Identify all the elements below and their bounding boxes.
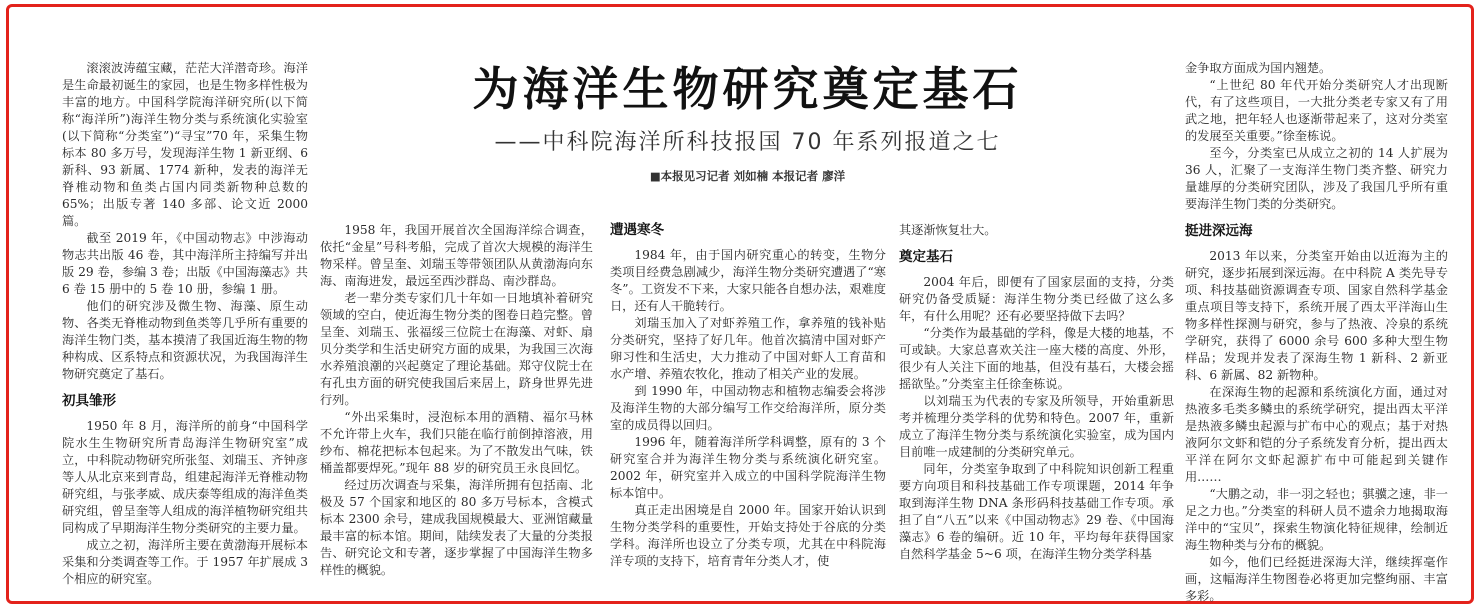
paragraph: 以刘瑞玉为代表的专家及所领导，开始重新思考并梳理分类学科的优势和特色。2007 年，重新成立了海洋生物分类与系统演化实验室，成为国内目前唯一成建制的分类研究单元。 xyxy=(899,394,1174,459)
section-heading: 遭遇寒冬 xyxy=(610,222,664,238)
article-column-3 xyxy=(610,222,886,570)
paragraph: 1996 年，随着海洋所学科调整，原有的 3 个研究室合并为海洋生物分类与系统演化研究室。2002 年，研究室并入成立的中国科学院海洋生物标本馆中。 xyxy=(610,435,886,500)
paragraph: “外出采集时，浸泡标本用的酒精、福尔马林不允许带上火车，我们只能在临行前倒掉溶液，用纱布、棉花把标本包起来。为了不散发出气味，铁桶盖都要焊死。”现年 88 岁的研究员王永良回忆。 xyxy=(320,410,593,475)
paragraph: 到 1990 年，中国动物志和植物志编委会将涉及海洋生物的大部分编写工作交给海洋所，原分类室的成员得以回归。 xyxy=(610,384,886,432)
paragraph: 其逐渐恢复壮大。 xyxy=(899,223,997,237)
article-subtitle: ——中科院海洋所科技报国 70 年系列报道之七 xyxy=(494,130,1001,155)
paragraph: 老一辈分类专家们几十年如一日地填补着研究领域的空白，使近海生物分类的图卷日趋完整。曾呈奎、刘瑞玉、张福绥三位院士在海藻、对虾、扇贝分类学和生活史研究方面的成果，为我国三次海水养殖浪潮的兴起奠定了理论基础。郑守仪院士在有孔虫方面的研究使我国后来居上，跻身世界先进行列。 xyxy=(320,291,593,407)
section-heading: 挺进深远海 xyxy=(1185,223,1253,239)
paragraph: “大鹏之动，非一羽之轻也；骐骥之速，非一足之力也。”分类室的科研人员不遗余力地揭取海洋中的“宝贝”，探索生物演化特征规律，绘制近海生物种类与分布的概貌。 xyxy=(1185,487,1448,552)
article-column-4 xyxy=(899,222,1174,563)
article-title: 为海洋生物研究奠定基石 xyxy=(472,62,1023,116)
paragraph: 2013 年以来，分类室开始由以近海为主的研究，逐步拓展到深远海。在中科院 A 类先导专项、科技基础资源调查专项、国家自然科学基金重点项目等支持下，系统开展了西太平洋海山生物多样性探测与研究，参与了热液、冷泉的系统学研究，获得了 6000 余号 600 多种大型生物样品；发现并发表了深海生物 1 新科、2 新亚科、6 新属、82 新物种。 xyxy=(1185,249,1448,382)
section-heading: 奠定基石 xyxy=(899,249,953,265)
paragraph: 如今，他们已经挺进深海大洋，继续挥毫作画，这幅海洋生物图卷必将更加完整绚丽、丰富多彩。 xyxy=(1185,555,1448,603)
paragraph: 真正走出困境是自 2000 年。国家开始认识到生物分类学科的重要性，开始支持处于谷底的分类学科。海洋所也设立了分类专项，尤其在中科院海洋专项的支持下，培育青年分类人才，使 xyxy=(610,503,886,568)
article-byline: ■本报见习记者 刘如楠 本报记者 廖洋 xyxy=(649,169,846,183)
paragraph: 1950 年 8 月，海洋所的前身“中国科学院水生生物研究所青岛海洋生物研究室”成立，中科院动物研究所张玺、刘瑞玉、齐钟彦等人从北京来到青岛，组建起海洋无脊椎动物研究组，与张孝威、成庆泰等组成的海洋鱼类研究组，曾呈奎等人组成的海洋植物研究组共同构成了早期海洋生物分类研究的主要力量。 xyxy=(62,419,308,535)
paragraph: 经过历次调查与采集，海洋所拥有包括南、北极及 57 个国家和地区的 80 多万号标本，含模式标本 2300 余号，建成我国规模最大、亚洲馆藏量最丰富的标本馆。期间，陆续发表了大量的分类报告、研究论文和专著，逐步掌握了中国海洋生物多样性的概貌。 xyxy=(320,478,593,577)
paragraph: 在深海生物的起源和系统演化方面，通过对热液多毛类多鳞虫的系统学研究，提出西太平洋是热液多鳞虫起源与扩布中心的观点；基于对热液阿尔文虾和铠的分子系统发育分析，提出西太平洋在阿尔文虾起源扩布中可能起到关键作用…… xyxy=(1185,385,1448,484)
paragraph: 1958 年，我国开展首次全国海洋综合调查，依托“金星”号科考船，完成了首次大规模的海洋生物采样。曾呈奎、刘瑞玉等带领团队从黄渤海向东海、南海进发，最远至西沙群岛、南沙群岛。 xyxy=(320,223,593,288)
paragraph: 至今，分类室已从成立之初的 14 人扩展为 36 人，汇聚了一支海洋生物门类齐整、研究力量雄厚的分类研究团队，涉及了我国几乎所有重要海洋生物门类的分类研究。 xyxy=(1185,146,1448,211)
paragraph: 滚滚波涛蕴宝藏，茫茫大洋潜奇珍。海洋是生命最初诞生的家园，也是生物多样性极为丰富的地方。中国科学院海洋研究所(以下简称“海洋所”)海洋生物分类与系统演化实验室(以下简称“分类室”)“寻宝”70 年，采集生物标本 80 多万号，发现海洋生物 1 新亚纲、6 新科、93 新属、1774 新种，发表的海洋无脊椎动物和鱼类占国内同类新物种总数的 65%；出版专著 140 多部、论文近 2000 篇。 xyxy=(62,61,308,228)
article-column-1 xyxy=(62,60,308,588)
paragraph: 刘瑞玉加入了对虾养殖工作，拿养殖的钱补贴分类研究，坚持了好几年。他首次搞清中国对虾产卵习性和生活史，大力推动了中国对虾人工育苗和水产增、养殖农牧化，推动了相关产业的发展。 xyxy=(610,316,886,381)
paragraph: “分类作为最基础的学科，像是大楼的地基，不可或缺。大家总喜欢关注一座大楼的高度、外形，很少有人关注下面的地基，但没有基石，大楼会摇摇欲坠。”分类室主任徐奎栋说。 xyxy=(899,326,1174,391)
article-column-2 xyxy=(320,222,593,579)
paragraph: 截至 2019 年，《中国动物志》中涉海动物志共出版 46 卷，其中海洋所主持编写并出版 29 卷，参编 3 卷；出版《中国海藻志》共 6 卷 15 册中的 5 卷 10 册，参编 1 册。 xyxy=(62,231,308,296)
section-heading: 初具雏形 xyxy=(62,393,116,409)
paragraph: 同年，分类室争取到了中科院知识创新工程重要方向项目和科技基础工作专项课题，2014 年争取到海洋生物 DNA 条形码科技基础工作专项。承担了自“八五”以来《中国动物志》29 卷、《中国海藻志》6 卷的编研。近 10 年，平均每年获得国家自然科学基金 5~6 项，在海洋生物分类学科基 xyxy=(899,462,1174,561)
article-column-5 xyxy=(1185,60,1448,605)
paragraph: “上世纪 80 年代开始分类研究人才出现断代，有了这些项目，一大批分类老专家又有了用武之地，把年轻人也逐渐带起来了，这对分类室的发展至关重要。”徐奎栋说。 xyxy=(1185,78,1448,143)
paragraph: 成立之初，海洋所主要在黄渤海开展标本采集和分类调查等工作。于 1957 年扩展成 3 个相应的研究室。 xyxy=(62,538,308,586)
paragraph: 他们的研究涉及微生物、海藻、原生动物、各类无脊椎动物到鱼类等几乎所有重要的海洋生物门类，基本摸清了我国近海生物的物种构成、区系特点和资源状况，为我国海洋生物研究奠定了基石。 xyxy=(62,299,308,381)
paragraph: 1984 年，由于国内研究重心的转变，生物分类项目经费急剧减少，海洋生物分类研究遭遇了“寒冬”。工资发不下来，大家只能各自想办法，艰难度日，还有人干脆转行。 xyxy=(610,248,886,313)
paragraph: 金争取方面成为国内翘楚。 xyxy=(1185,61,1332,75)
paragraph: 2004 年后，即便有了国家层面的支持，分类研究仍备受质疑：海洋生物分类已经做了这么多年，有什么用呢？还有必要坚持做下去吗？ xyxy=(899,275,1174,323)
